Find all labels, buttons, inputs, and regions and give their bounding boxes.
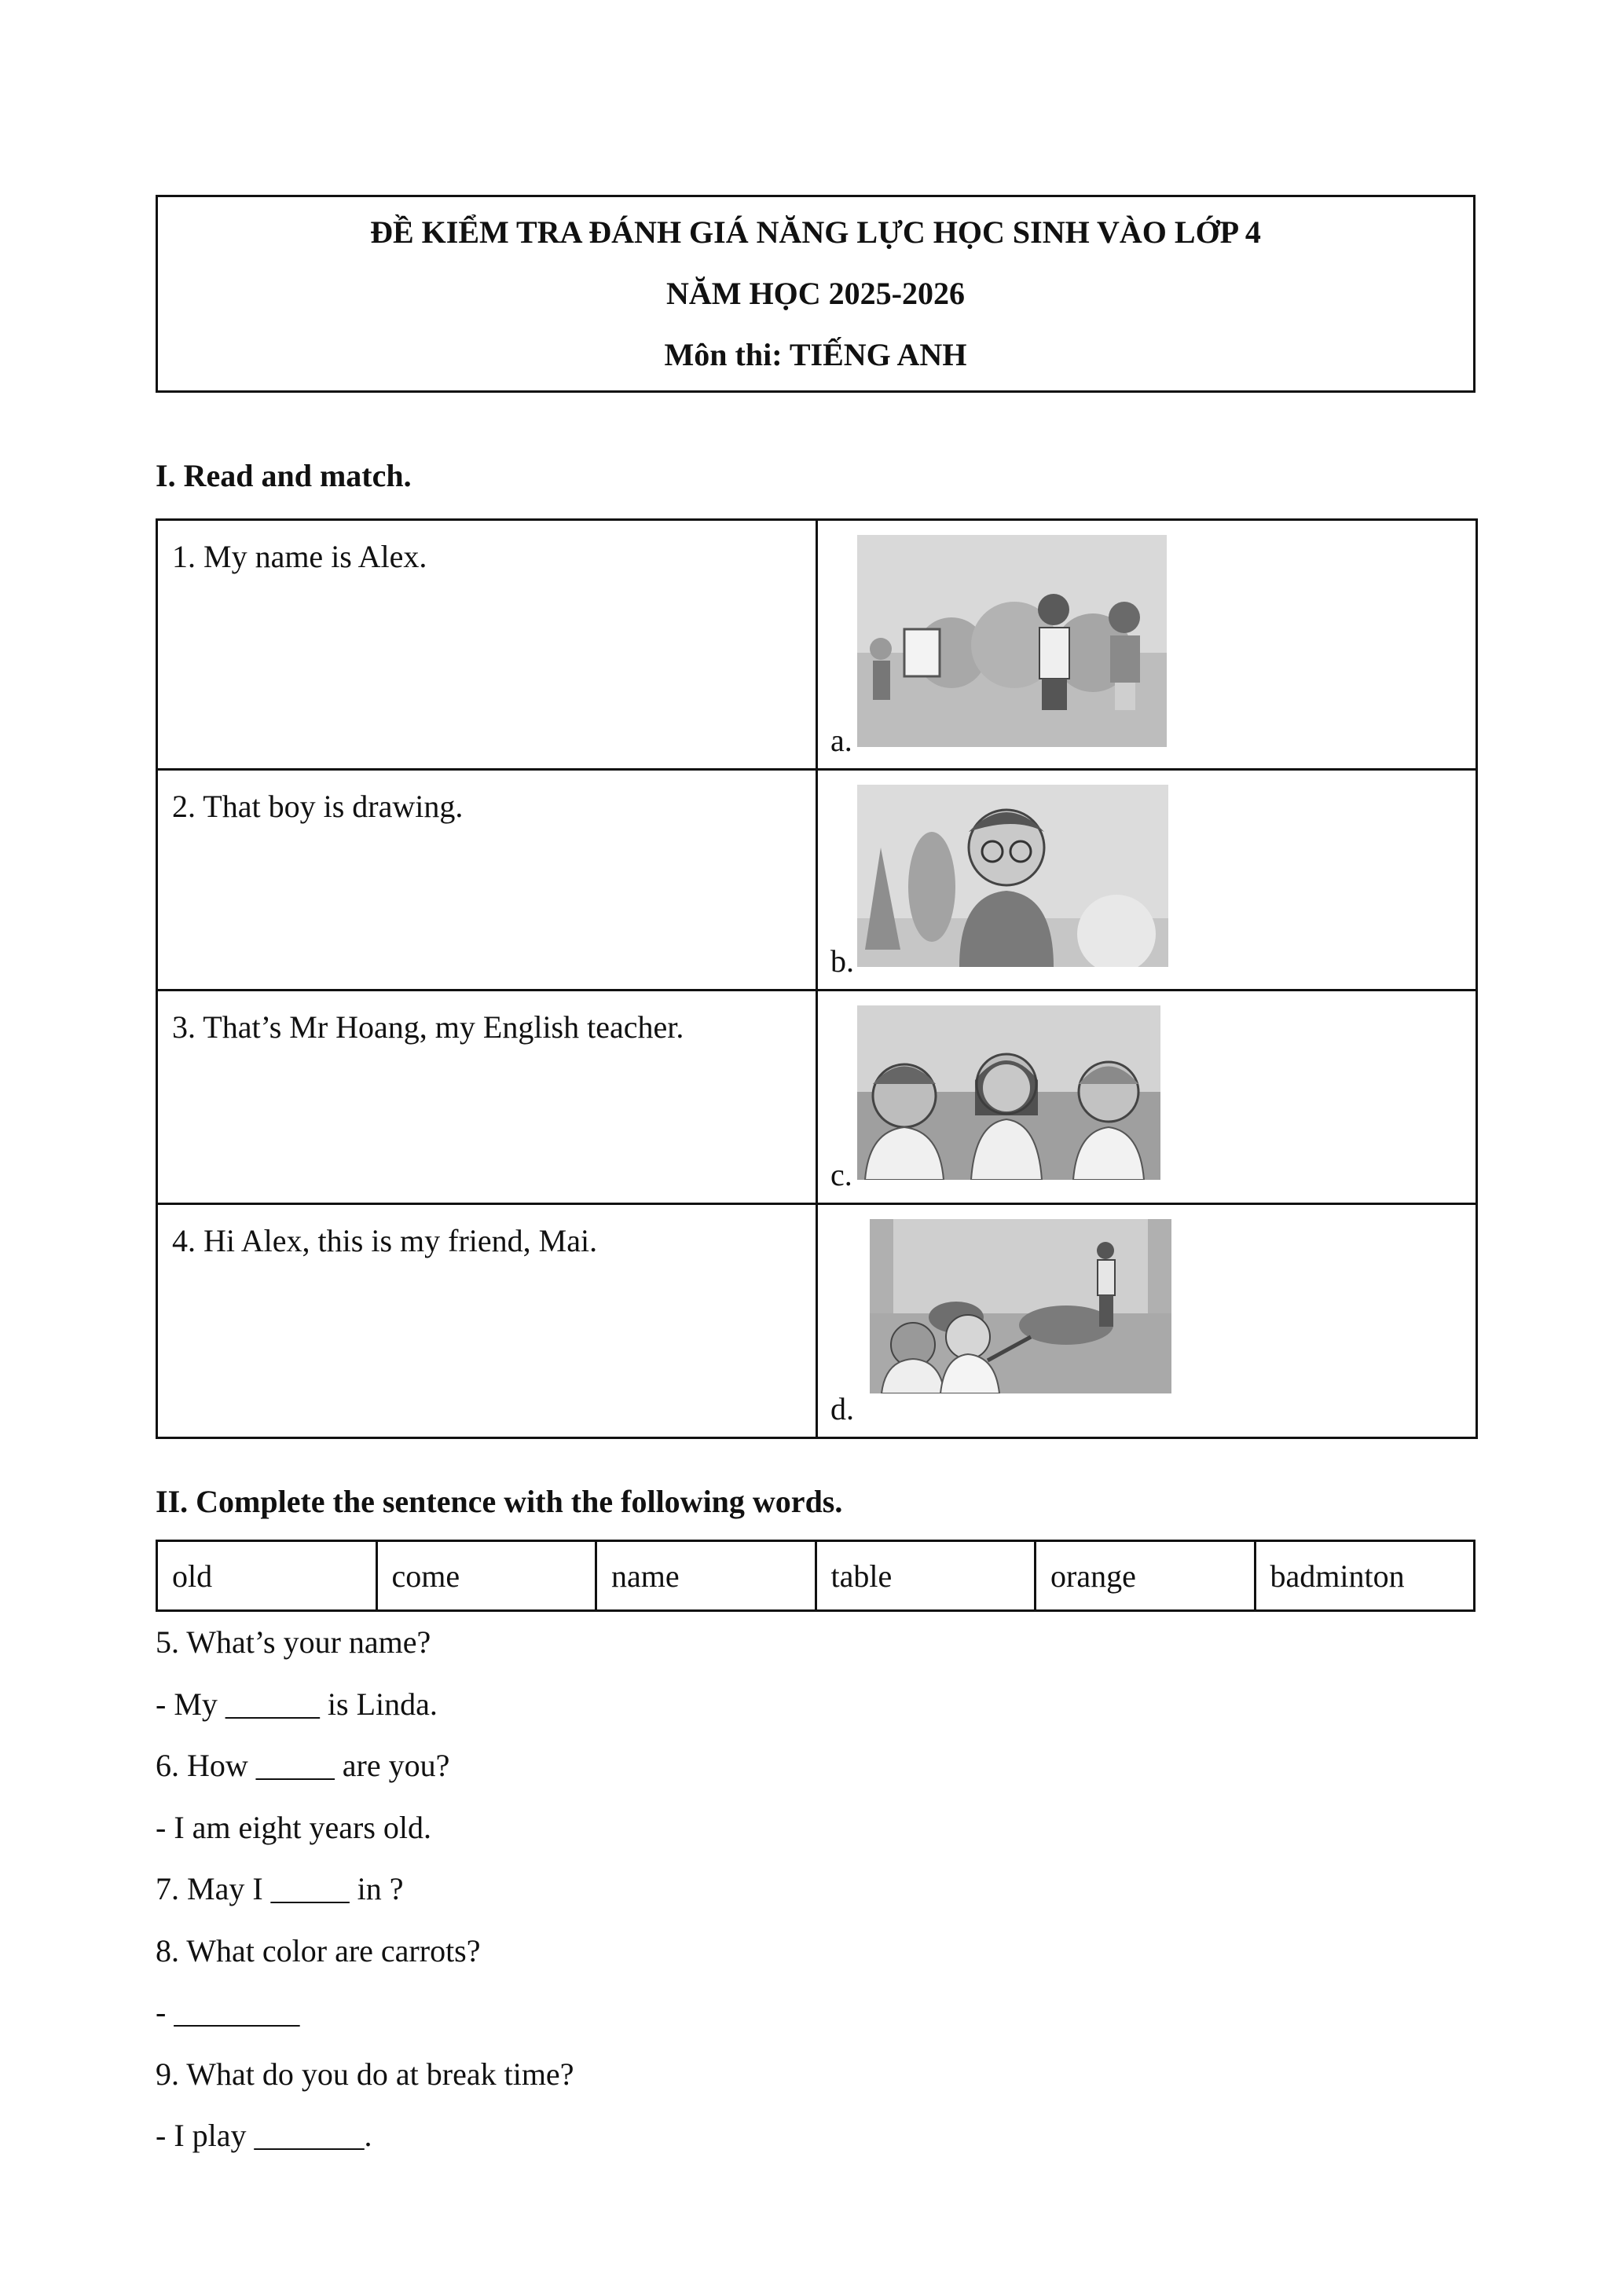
picture-label-a: a. (830, 723, 852, 758)
section2-heading: II. Complete the sentence with the following words. (156, 1484, 843, 1519)
subject: Môn thi: TIẾNG ANH (664, 337, 967, 372)
picture-cell-c (817, 991, 1477, 1204)
picture-cell-b (817, 770, 1477, 991)
word-bank-item: come (376, 1541, 596, 1611)
word-bank-item: table (816, 1541, 1036, 1611)
picture-label-d: d. (830, 1391, 854, 1426)
word-bank-item: name (596, 1541, 816, 1611)
exam-title: ĐỀ KIỂM TRA ĐÁNH GIÁ NĂNG LỰC HỌC SINH VÀO LỚP 4 (370, 214, 1261, 250)
match-row (157, 991, 1477, 1204)
sentence-1: 1. My name is Alex. (157, 520, 817, 770)
picture-label-c: c. (830, 1157, 852, 1192)
picture-b-boy-with-glasses (857, 785, 1168, 967)
section1-heading: I. Read and match. (156, 458, 412, 493)
picture-cell-d (817, 1204, 1477, 1438)
picture-c-three-children (857, 1005, 1160, 1180)
answer-9: - I play _______. (156, 2118, 372, 2153)
match-row (157, 770, 1477, 991)
school-year: NĂM HỌC 2025-2026 (666, 276, 965, 311)
match-table (156, 518, 1478, 1439)
word-bank (156, 1540, 1476, 1612)
answer-5: - My ______ is Linda. (156, 1686, 438, 1722)
match-row (157, 1204, 1477, 1438)
picture-cell-a (817, 520, 1477, 770)
picture-d-teacher-walking (870, 1219, 1171, 1393)
question-5: 5. What’s your name? (156, 1624, 431, 1660)
match-row (157, 520, 1477, 770)
exercise-lines (156, 1612, 574, 2167)
word-bank-item: old (157, 1541, 377, 1611)
question-6: 6. How _____ are you? (156, 1748, 450, 1783)
question-8: 8. What color are carrots? (156, 1932, 481, 1968)
word-bank-item: badminton (1255, 1541, 1475, 1611)
picture-label-b: b. (830, 943, 854, 979)
sentence-3: 3. That’s Mr Hoang, my English teacher. (157, 991, 817, 1204)
question-7: 7. May I _____ in ? (156, 1871, 404, 1906)
question-9: 9. What do you do at break time? (156, 2056, 574, 2092)
picture-a-kids-in-park (857, 535, 1167, 747)
sentence-2: 2. That boy is drawing. (157, 770, 817, 991)
answer-8: - ________ (156, 1994, 300, 2030)
exam-header (156, 195, 1476, 393)
word-bank-item: orange (1036, 1541, 1256, 1611)
sentence-4: 4. Hi Alex, this is my friend, Mai. (157, 1204, 817, 1438)
answer-6: - I am eight years old. (156, 1809, 431, 1845)
